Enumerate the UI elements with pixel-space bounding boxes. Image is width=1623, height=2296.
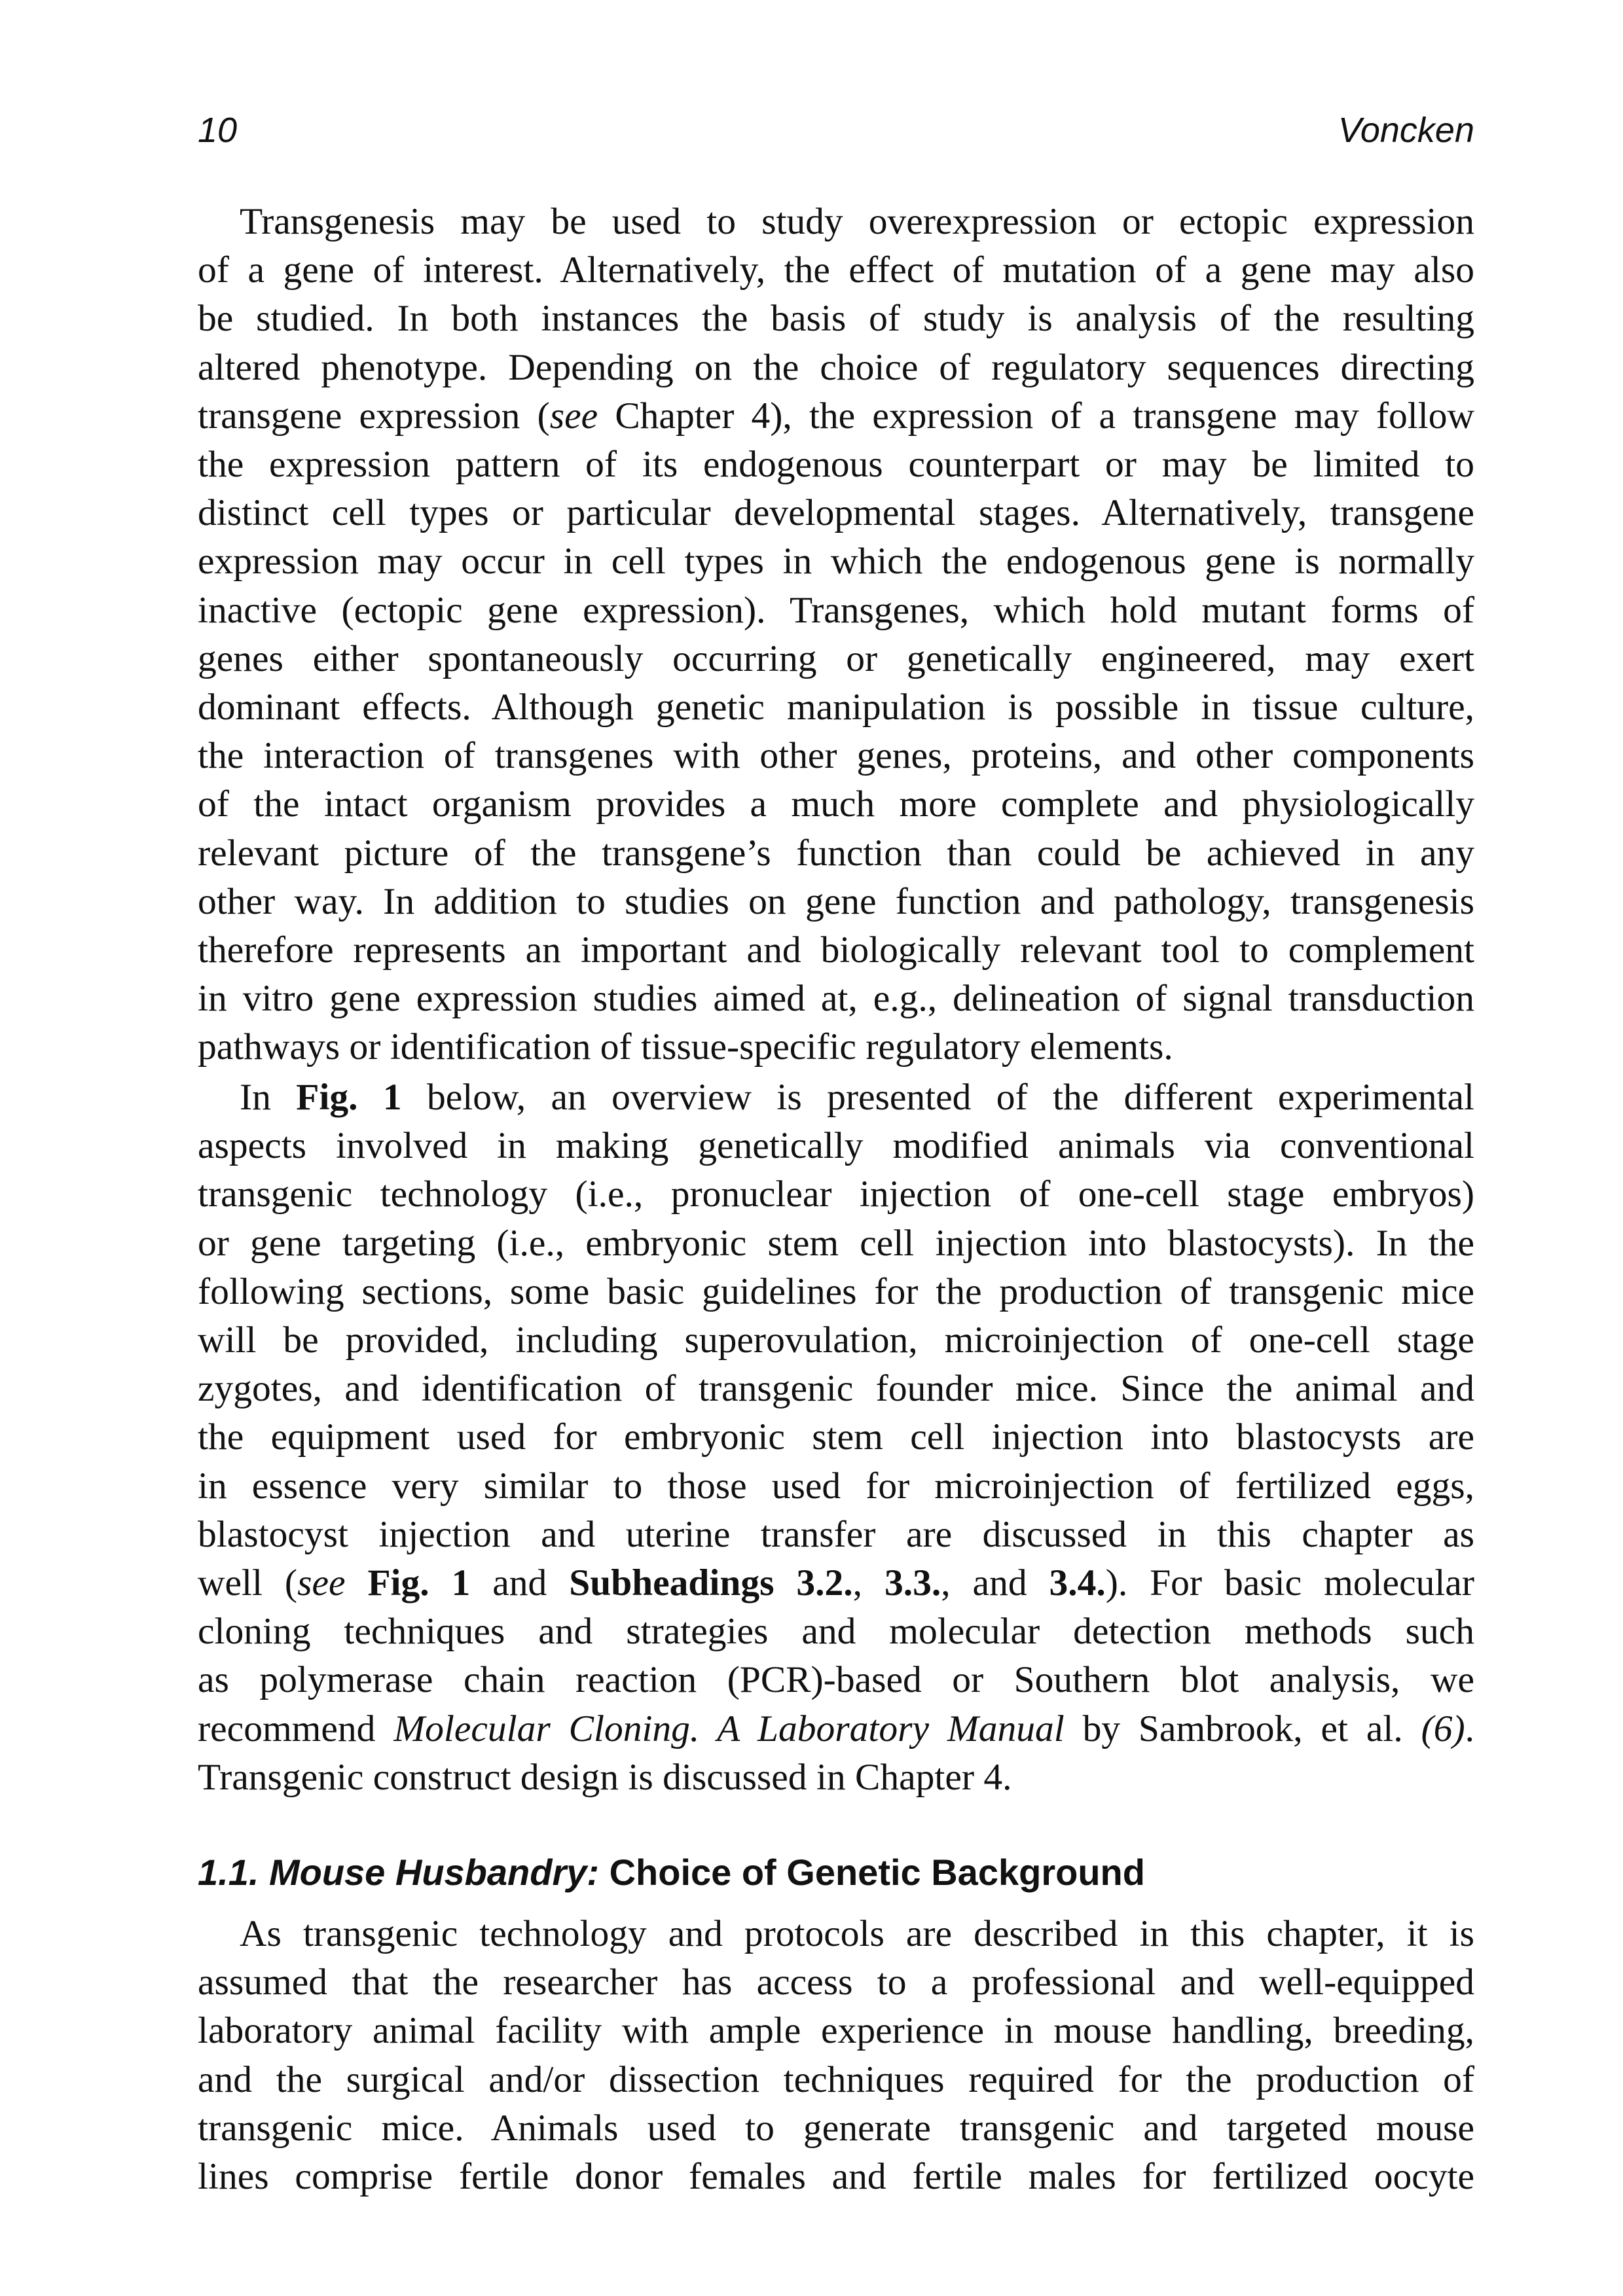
text-line: inactive (ectopic gene expression). Transgenes, which hold mutant forms of bbox=[198, 589, 1474, 631]
text-line: recommend Molecular Cloning. A Laboratory Manual by Sambrook, et al. (6). bbox=[198, 1708, 1474, 1749]
text-line: assumed that the researcher has access to a professional and well-equipped bbox=[198, 1962, 1474, 2003]
text-line: transgene expression (see Chapter 4), the expression of a transgene may follow bbox=[198, 395, 1474, 437]
paragraph-mouse-husbandry bbox=[198, 1910, 1474, 2201]
paragraph-transgenesis-overview bbox=[198, 198, 1474, 1072]
section-heading bbox=[198, 1850, 1474, 1895]
text-line: following sections, some basic guidelines for the production of transgenic mice bbox=[198, 1270, 1474, 1312]
paragraph-fig1-overview bbox=[198, 1073, 1474, 1802]
section-title: Choice of Genetic Background bbox=[599, 1852, 1145, 1893]
text-line: transgenic mice. Animals used to generate transgenic and targeted mouse bbox=[198, 2107, 1474, 2149]
text-line: laboratory animal facility with ample experience in mouse handling, breeding, bbox=[198, 2010, 1474, 2052]
running-title: Voncken bbox=[1338, 111, 1474, 150]
text-line: genes either spontaneously occurring or genetically engineered, may exert bbox=[198, 637, 1474, 679]
italic-text: Molecular Cloning. A Laboratory Manual bbox=[393, 1708, 1065, 1749]
text-line: relevant picture of the transgene’s function than could be achieved in any bbox=[198, 832, 1474, 874]
text-line: pathways or identification of tissue-specific regulatory elements. bbox=[198, 1026, 1173, 1068]
bold-reference: 3.3. bbox=[884, 1562, 941, 1604]
text-line: aspects involved in making genetically modified animals via conventional bbox=[198, 1125, 1474, 1167]
bold-reference: Subheadings 3.2. bbox=[569, 1562, 853, 1604]
text-line: of a gene of interest. Alternatively, the effect of mutation of a gene may also bbox=[198, 249, 1474, 291]
text-line: cloning techniques and strategies and molecular detection methods such bbox=[198, 1611, 1474, 1653]
text-line: therefore represents an important and biologically relevant tool to complement bbox=[198, 929, 1474, 971]
section-title-italic: Mouse Husbandry: bbox=[268, 1852, 600, 1893]
italic-text: see bbox=[297, 1562, 346, 1604]
bold-reference: 3.4. bbox=[1049, 1562, 1106, 1604]
text-line: expression may occur in cell types in which the endogenous gene is normally bbox=[198, 541, 1474, 583]
text-line: zygotes, and identification of transgenic founder mice. Since the animal and bbox=[198, 1368, 1474, 1410]
text-line: as polymerase chain reaction (PCR)-based or Southern blot analysis, we bbox=[198, 1659, 1474, 1701]
text-line: Transgenic construct design is discussed in Chapter 4. bbox=[198, 1756, 1012, 1798]
text-line: lines comprise fertile donor females and fertile males for fertilized oocyte bbox=[198, 2156, 1474, 2198]
bold-reference: Fig. 1 bbox=[296, 1077, 402, 1118]
text-line: other way. In addition to studies on gene function and pathology, transgenesis bbox=[198, 880, 1474, 922]
text-line: the interaction of transgenes with other genes, proteins, and other components bbox=[198, 735, 1474, 777]
text-line: Transgenesis may be used to study overexpression or ectopic expression bbox=[240, 201, 1474, 242]
bold-reference: Fig. 1 bbox=[367, 1562, 471, 1604]
text-line: and the surgical and/or dissection techniques required for the production of bbox=[198, 2058, 1474, 2100]
page-number: 10 bbox=[198, 111, 238, 150]
text-line: in essence very similar to those used for microinjection of fertilized eggs, bbox=[198, 1465, 1474, 1507]
text-line: As transgenic technology and protocols are described in this chapter, it is bbox=[240, 1913, 1474, 1954]
text-line: in vitro gene expression studies aimed at, e.g., delineation of signal transduction bbox=[198, 978, 1474, 1020]
running-header bbox=[198, 110, 1474, 156]
text-line: transgenic technology (i.e., pronuclear injection of one-cell stage embryos) bbox=[198, 1174, 1474, 1215]
text-line: altered phenotype. Depending on the choice of regulatory sequences directing bbox=[198, 346, 1474, 388]
text-line: distinct cell types or particular developmental stages. Alternatively, transgene bbox=[198, 492, 1474, 534]
text-line: will be provided, including superovulation, microinjection of one-cell stage bbox=[198, 1319, 1474, 1361]
italic-text: see bbox=[549, 395, 598, 437]
text-line: dominant effects. Although genetic manipulation is possible in tissue culture, bbox=[198, 687, 1474, 728]
text-line: well (see Fig. 1 and Subheadings 3.2., 3.3., and 3.4.). For basic molecular bbox=[198, 1562, 1474, 1604]
text-line: the expression pattern of its endogenous counterpart or may be limited to bbox=[198, 444, 1474, 486]
text-line: In Fig. 1 below, an overview is presented of the different experimental bbox=[240, 1077, 1474, 1118]
section-number: 1.1. bbox=[198, 1852, 259, 1893]
text-line: blastocyst injection and uterine transfer are discussed in this chapter as bbox=[198, 1513, 1474, 1555]
text-line: or gene targeting (i.e., embryonic stem cell injection into blastocysts). In the bbox=[198, 1222, 1474, 1264]
italic-text: (6) bbox=[1421, 1708, 1465, 1749]
text-line: the equipment used for embryonic stem cell injection into blastocysts are bbox=[198, 1416, 1474, 1458]
text-line: of the intact organism provides a much more complete and physiologically bbox=[198, 783, 1474, 825]
text-line: be studied. In both instances the basis of study is analysis of the resulting bbox=[198, 298, 1474, 340]
